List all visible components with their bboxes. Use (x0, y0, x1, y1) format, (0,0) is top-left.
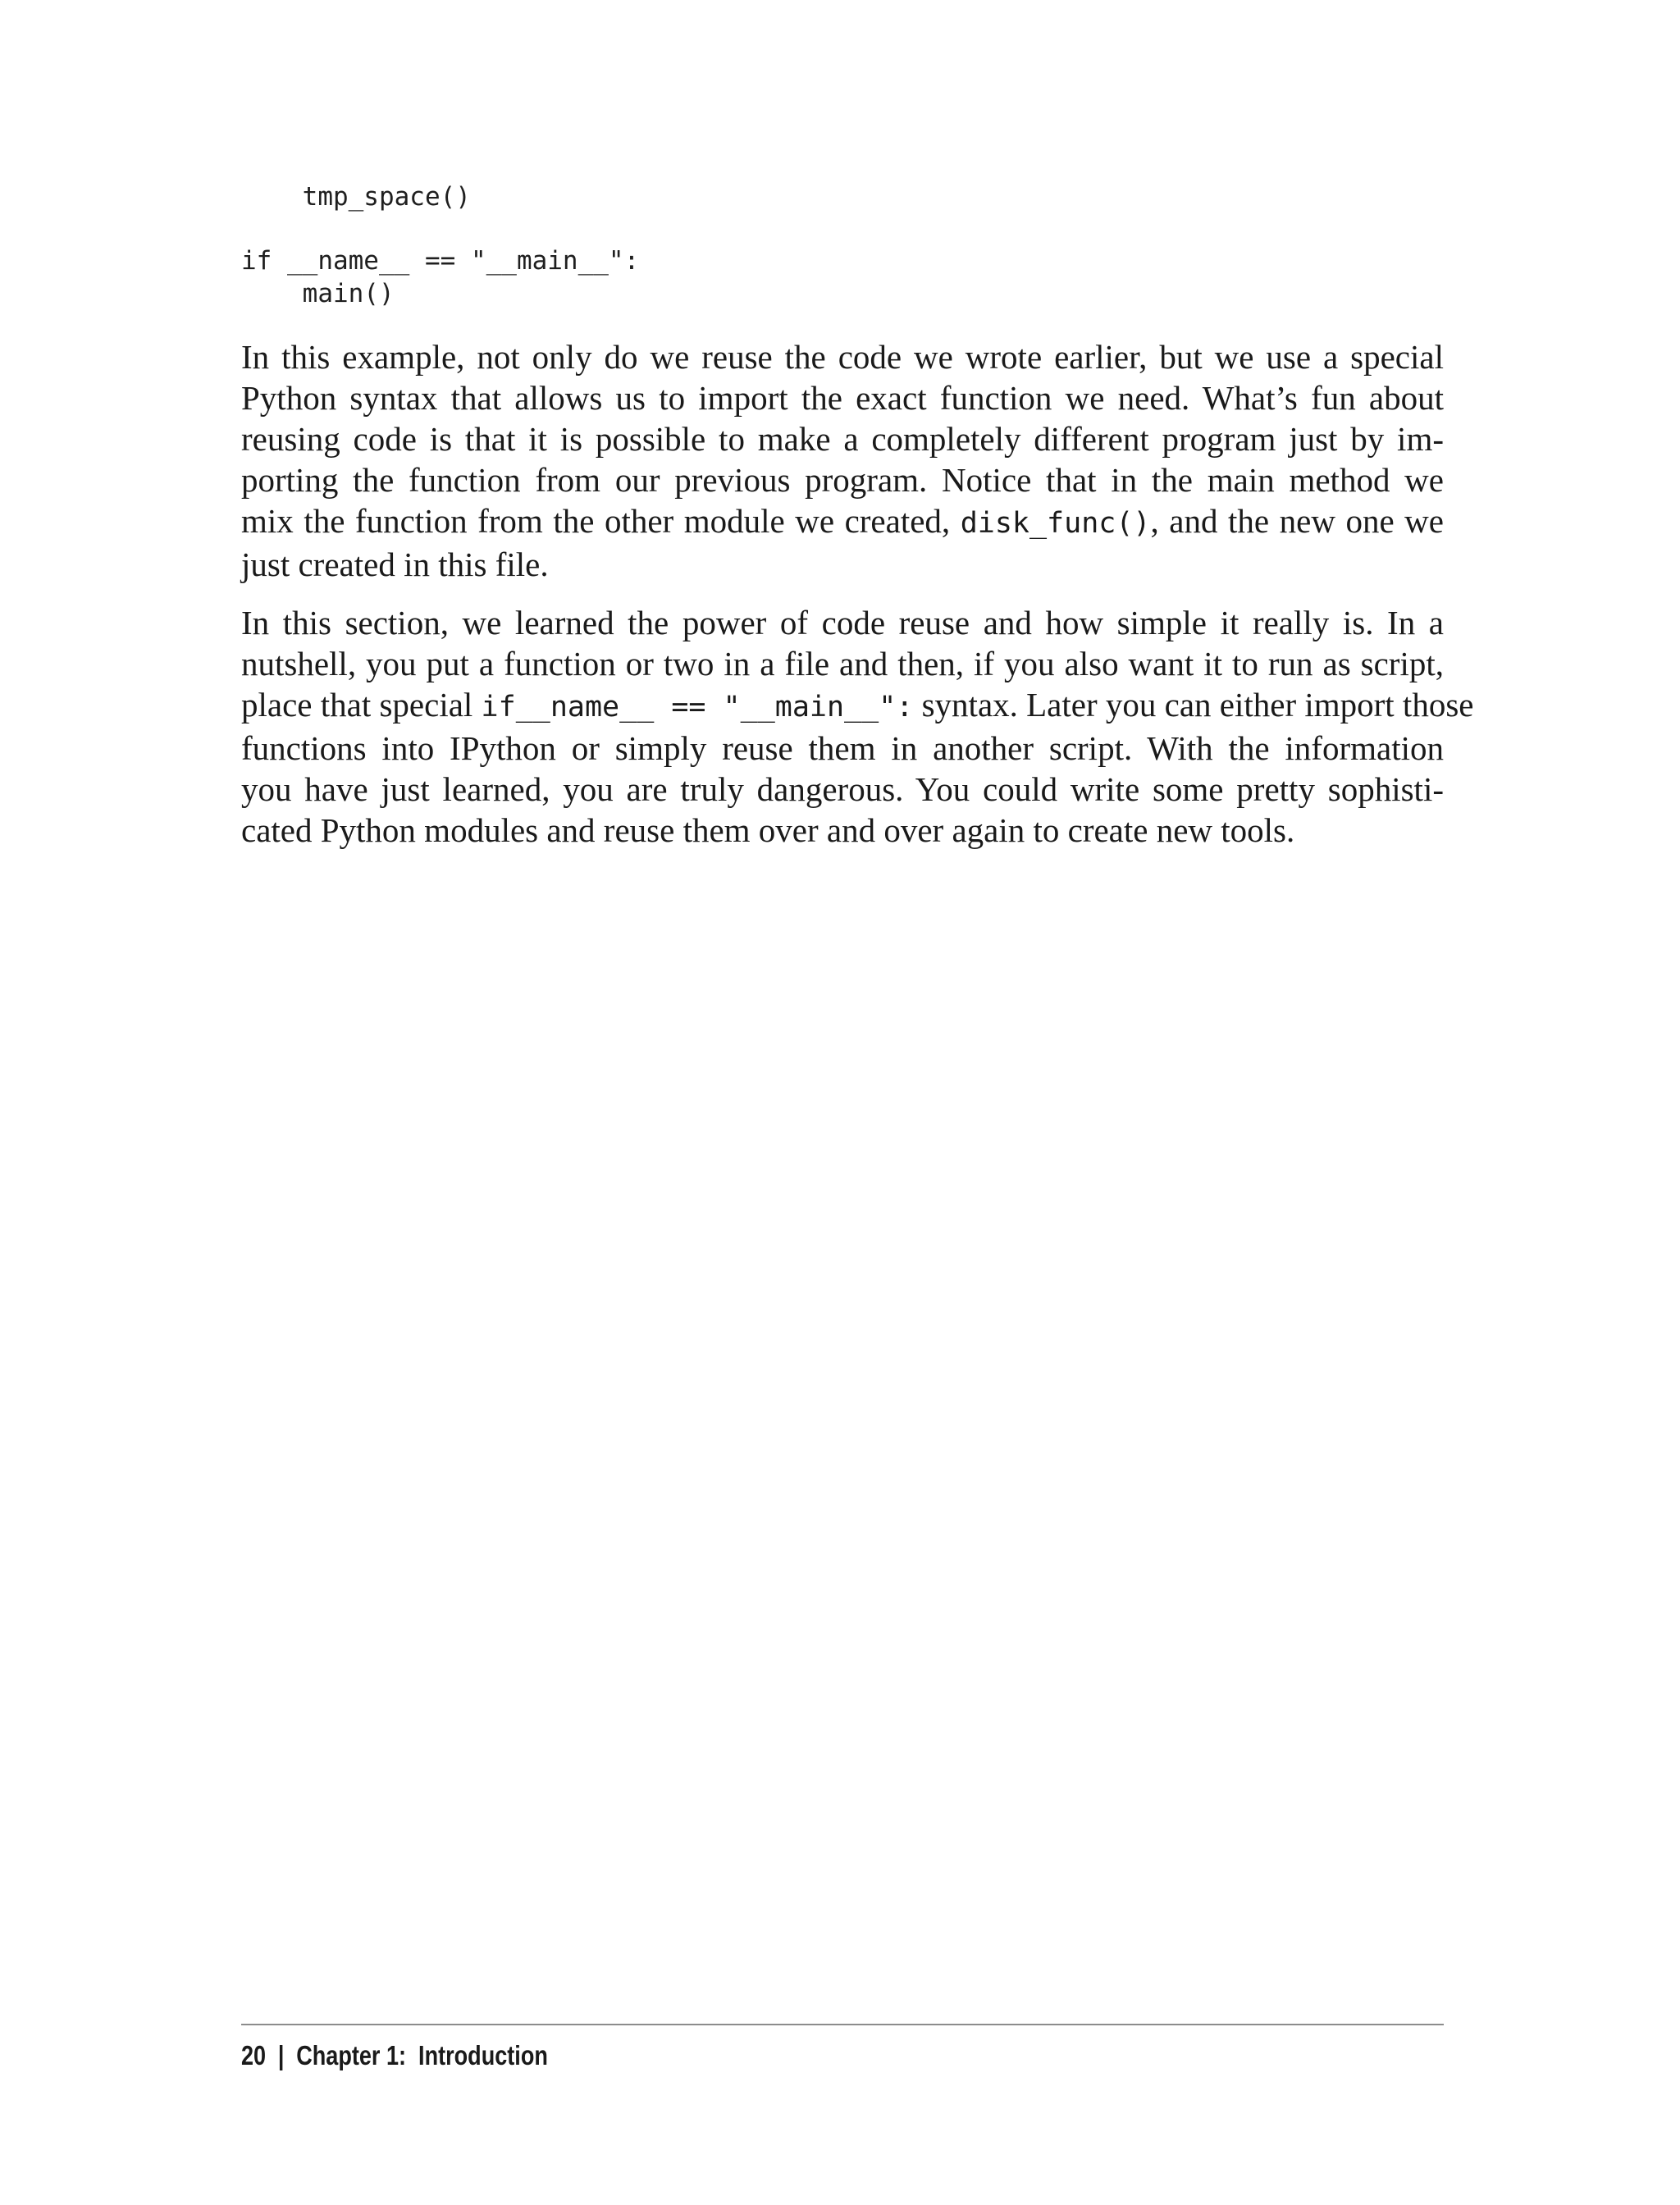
code-line: tmp_space() (241, 182, 471, 212)
inline-code-main-guard: if__name__ == "__main__": (481, 691, 914, 724)
inline-code-disk-func: disk_func() (960, 507, 1151, 540)
text-line: In this example, not only do we reuse the code we wrote earlier, but we use a special (241, 338, 1444, 376)
text-line: nutshell, you put a function or two in a file and then, if you also want it to run as script, (241, 645, 1444, 682)
code-snippet-main-guard (241, 244, 639, 310)
text-line: Python syntax that allows us to import the exact function we need. What’s fun about (241, 379, 1444, 417)
footer-separator: | (277, 2040, 285, 2070)
text-fragment: syntax. Later you can either import those (913, 686, 1474, 724)
text-fragment: , and the new one we (1150, 502, 1444, 540)
text-line: In this section, we learned the power of code reuse and how simple it really is. In a (241, 604, 1444, 641)
paragraph-code-reuse-example (241, 336, 1444, 585)
text-line: just created in this file. (241, 546, 549, 583)
code-line: if __name__ == "__main__": (241, 246, 640, 276)
page-footer (241, 2039, 548, 2072)
text-line: cated Python modules and reuse them over and over again to create new tools. (241, 811, 1295, 849)
text-line (241, 500, 1444, 544)
page-number: 20 (241, 2040, 267, 2070)
text-line: reusing code is that it is possible to make a completely different program just by im- (241, 420, 1444, 458)
code-snippet-tmp-space (241, 180, 471, 213)
chapter-title: Chapter 1: Introduction (296, 2040, 548, 2070)
text-line (241, 684, 1474, 728)
code-line: main() (241, 279, 395, 308)
text-fragment: mix the function from the other module we created, (241, 502, 961, 540)
text-line: functions into IPython or simply reuse them in another script. With the information (241, 729, 1444, 767)
paragraph-section-summary (241, 602, 1474, 851)
footer-divider (241, 2024, 1444, 2025)
text-fragment: place that special (241, 686, 482, 724)
text-line: porting the function from our previous program. Notice that in the main method we (241, 461, 1444, 499)
text-line: you have just learned, you are truly dangerous. You could write some pretty sophisti- (241, 770, 1444, 808)
